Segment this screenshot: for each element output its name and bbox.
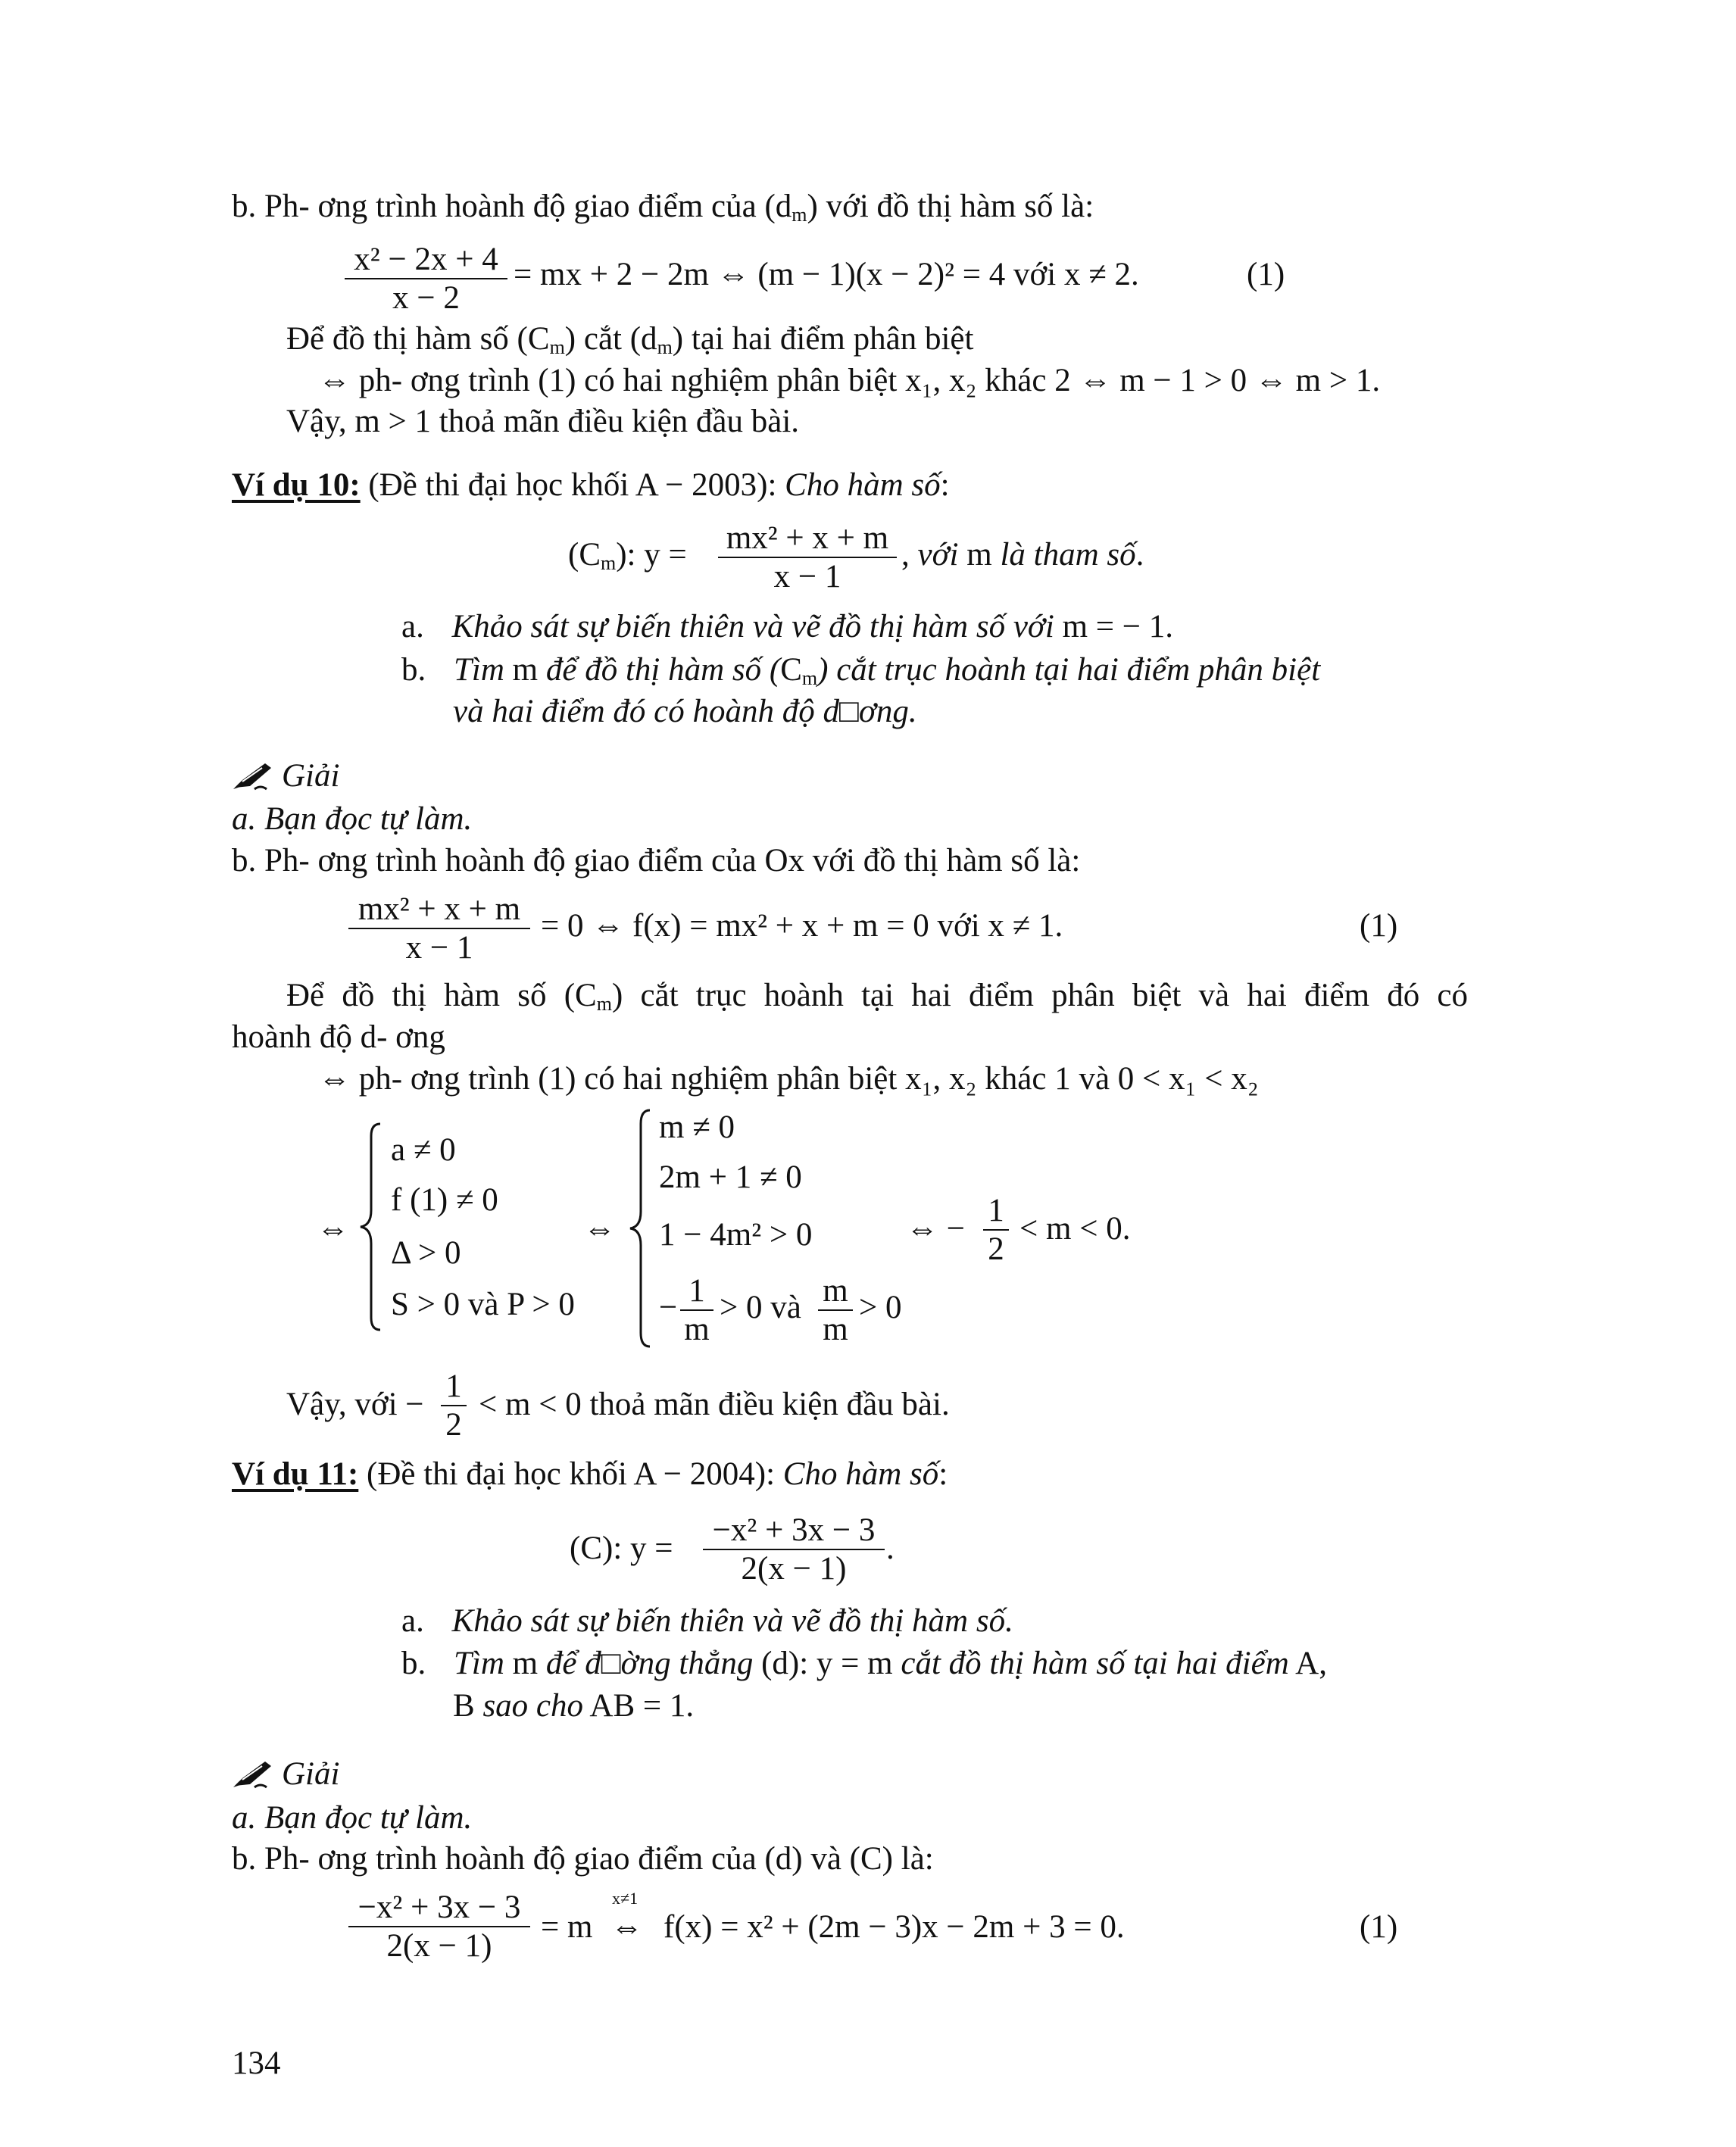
top-b-intro: b. Ph- ơng trình hoành độ giao điểm của $(d_m)$ với đồ thị hàm số là: xyxy=(232,189,1094,226)
top-eq1-fraction xyxy=(345,241,507,317)
ex11-function-fraction: −x² + 3x − 3 2(x − 1) xyxy=(703,1512,885,1588)
ex10-label: Ví dụ 10: xyxy=(232,467,361,503)
sol10-result-lead: ⇔ − xyxy=(906,1211,966,1247)
sol11-a: a. Bạn đọc tự làm. xyxy=(232,1800,473,1836)
ex11-label: Ví dụ 11: xyxy=(232,1456,359,1492)
sys1-row-2: f (1) ≠ 0 xyxy=(391,1182,498,1218)
sol11-eq-fraction: −x² + 3x − 3 2(x − 1) xyxy=(348,1889,530,1965)
sol11-eq-condition: x≠1 xyxy=(612,1889,639,1908)
sys2-row-1: m ≠ 0 xyxy=(659,1109,735,1145)
sys2-row-2: 2m + 1 ≠ 0 xyxy=(659,1159,802,1195)
pencil-icon xyxy=(232,1758,274,1789)
sol11-eq-rhs: f(x) = x² + (2m − 3)x − 2m + 3 = 0. xyxy=(663,1909,1125,1945)
top-eq1-rhs: = mx + 2 − 2m ⇔ (m − 1)(x − 2)² = 4 với x ≠ 2. xyxy=(514,257,1139,292)
top-eq1-numerator: x² − 2x + 4 xyxy=(354,242,498,277)
sys2-row-4-frac1: 1 m xyxy=(680,1272,713,1349)
sol10-a: a. Bạn đọc tự làm. xyxy=(232,801,473,837)
sol10-heading: Giải xyxy=(232,757,339,794)
sol10-result-tail: < m < 0. xyxy=(1019,1211,1131,1247)
sol10-b: b. Ph- ơng trình hoành độ giao điểm của Ox với đồ thị hàm số là: xyxy=(232,843,1081,878)
top-eq1-denominator: x − 2 xyxy=(392,280,460,317)
ex11-question-b: b. Tìm m để đ□ờng thẳng (d): y = m cắt đồ thị hàm số tại hai điểm A, xyxy=(401,1646,1327,1681)
sol10-condition-line1: Để đồ thị hàm số $(C_m)$ cắt trục hoành tại hai điểm phân biệt và hai điểm đó có xyxy=(286,978,1468,1015)
ex10-question-b: b. Tìm m để đồ thị hàm số $(C_m)$ cắt trục hoành tại hai điểm phân biệt xyxy=(401,652,1321,689)
sys2-row-4-end: > 0 xyxy=(859,1290,902,1325)
sol10-eq-tag: (1) xyxy=(1360,908,1398,944)
top-conclusion: Vậy, m > 1 thoả mãn điều kiện đầu bài. xyxy=(286,404,800,439)
sol10-arrow-2: ⇔ xyxy=(583,1211,616,1247)
ex11-function-lhs: (C): y = xyxy=(570,1531,673,1566)
sys2-row-3: 1 − 4m² > 0 xyxy=(659,1217,813,1253)
left-brace-icon xyxy=(356,1121,386,1333)
ex10-heading: Ví dụ 10: (Đề thi đại học khối A − 2003): Cho hàm số: xyxy=(232,467,950,503)
ex11-function-end: . xyxy=(886,1531,895,1566)
ex10-question-b-line2: và hai điểm đó có hoành độ d□ơng. xyxy=(453,694,917,729)
sol10-eq-rhs: = 0 ⇔ f(x) = mx² + x + m = 0 với x ≠ 1. xyxy=(541,908,1063,944)
sol10-equivalence: ⇔ ph- ơng trình (1) có hai nghiệm phân biệt x₁, x₂ khác 1 và 0 < x₁ < x₂ xyxy=(318,1061,1259,1097)
ex10-function-fraction: mx² + x + m x − 1 xyxy=(718,520,897,596)
sol10-condition-line2: hoành độ d- ơng xyxy=(232,1019,445,1055)
sol11-eq-tag: (1) xyxy=(1360,1909,1398,1945)
sys1-row-1: a ≠ 0 xyxy=(391,1132,456,1168)
sol11-eq-mid: = m xyxy=(541,1909,593,1945)
top-eq1-tag: (1) xyxy=(1247,257,1285,292)
sys1-row-3: Δ > 0 xyxy=(391,1235,461,1271)
sys2-row-4-minus: − xyxy=(659,1290,678,1325)
left-brace-icon xyxy=(626,1107,656,1350)
ex10-function-lhs: $(C_m)$: y = xyxy=(568,537,687,574)
sys1-row-4: S > 0 và P > 0 xyxy=(391,1287,575,1322)
ex11-question-b-line2: B sao cho AB = 1. xyxy=(453,1688,695,1724)
page-number: 134 xyxy=(232,2046,281,2081)
ex10-question-a: a. Khảo sát sự biến thiên và vẽ đồ thị hàm số với m = − 1. xyxy=(401,609,1174,644)
sol11-heading: Giải xyxy=(232,1755,339,1793)
ex10-function-tail: , với m là tham số. xyxy=(901,537,1144,573)
sol11-eq-arrow: ⇔ xyxy=(610,1909,643,1945)
sol10-conclusion-lead: Vậy, với − xyxy=(286,1387,424,1422)
sol10-conclusion-tail: < m < 0 thoả mãn điều kiện đầu bài. xyxy=(479,1387,950,1422)
sol10-arrow-1: ⇔ xyxy=(317,1211,349,1247)
pencil-icon xyxy=(232,760,274,791)
sys2-row-4-frac2: m m xyxy=(818,1272,853,1349)
sol10-result-fraction: 1 2 xyxy=(983,1192,1009,1269)
sol10-conclusion-fraction: 1 2 xyxy=(441,1368,467,1444)
top-condition: Để đồ thị hàm số $(C_m)$ cắt $(d_m)$ tại hai điểm phân biệt xyxy=(286,321,974,358)
sol11-b: b. Ph- ơng trình hoành độ giao điểm của (d) và (C) là: xyxy=(232,1841,934,1877)
sys2-row-4-mid: > 0 và xyxy=(720,1290,801,1325)
sol10-eq-fraction: mx² + x + m x − 1 xyxy=(348,891,530,967)
ex11-question-a: a. Khảo sát sự biến thiên và vẽ đồ thị hàm số. xyxy=(401,1603,1013,1639)
ex11-heading: Ví dụ 11: (Đề thi đại học khối A − 2004): Cho hàm số: xyxy=(232,1456,948,1492)
top-equivalence: ⇔ ph- ơng trình (1) có hai nghiệm phân biệt x₁, x₂ khác 2 ⇔ m − 1 > 0 ⇔ m > 1. xyxy=(318,363,1381,398)
